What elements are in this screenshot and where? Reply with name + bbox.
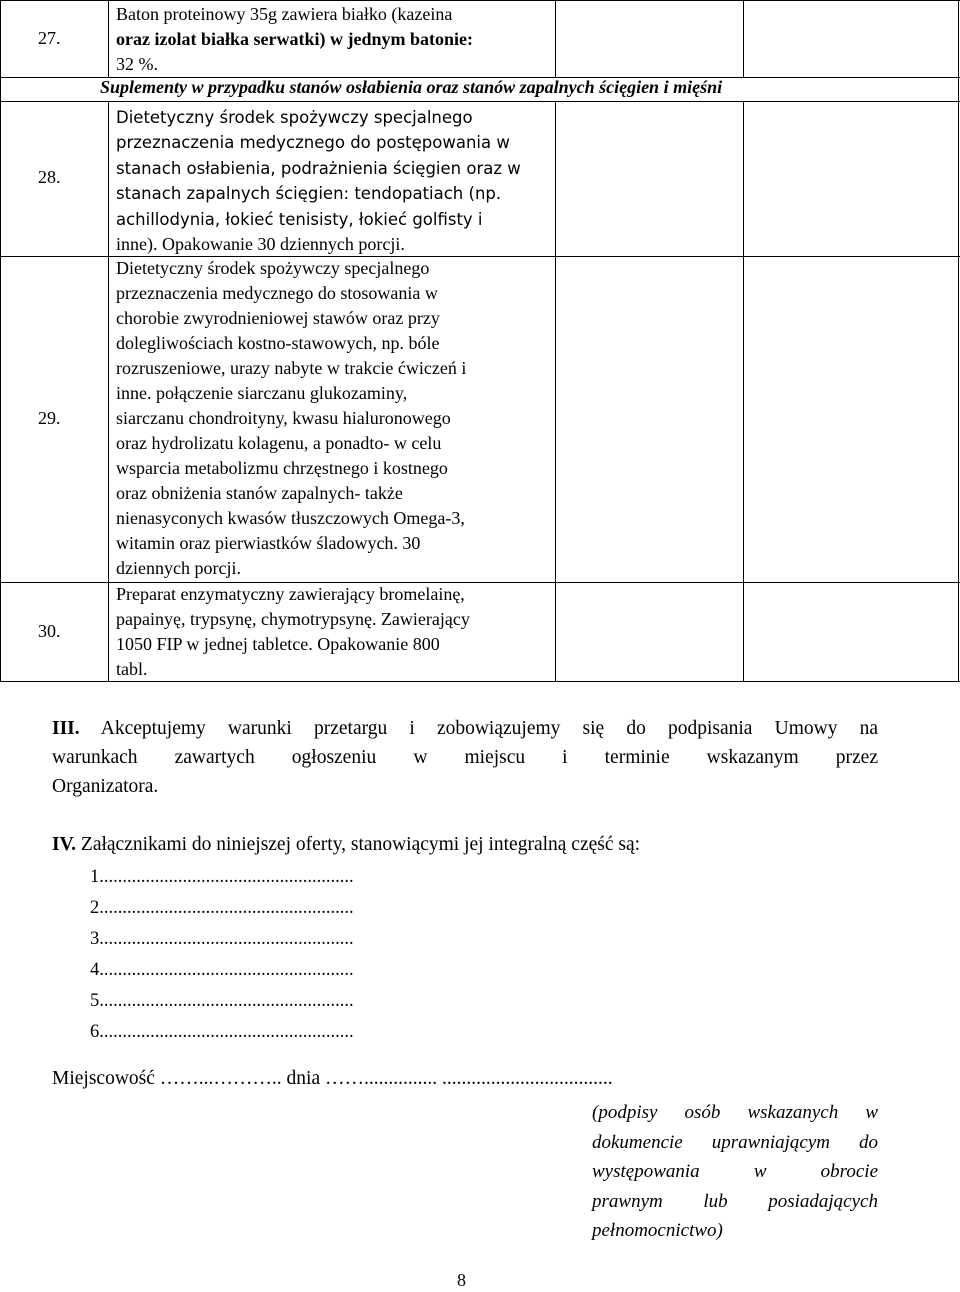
col-divider-desc xyxy=(555,101,556,682)
description-line: Dietetyczny środek spożywczy specjalnego xyxy=(116,258,430,278)
section-header: Suplementy w przypadku stanów osłabienia oraz stanów zapalnych ścięgien i mięśni xyxy=(100,77,723,97)
clause-line: warunkach zawartych ogłoszeniu w miejscu i terminie wskazanym przez xyxy=(52,747,878,768)
attachment-item: 6....................................................... xyxy=(90,1022,354,1042)
description-line: stanach osłabienia, podrażnienia ścięgien oraz w xyxy=(116,158,521,178)
col-divider-price xyxy=(743,101,744,682)
description-line: przeznaczenia medycznego do stosowania w xyxy=(116,283,438,303)
attachment-item: 4....................................................... xyxy=(90,960,354,980)
description-line: stanach zapalnych ścięgien: tendopatiach (np. xyxy=(116,184,502,204)
row-description xyxy=(116,2,548,77)
description-line: nienasyconych kwasów tłuszczowych Omega-3, xyxy=(116,508,465,528)
attachments-clause xyxy=(52,830,878,859)
col-divider-desc xyxy=(555,0,556,78)
description-line: 1050 FIP w jednej tabletce. Opakowanie 800 xyxy=(116,634,440,654)
acceptance-clause xyxy=(52,714,878,801)
clause-line: Organizatora. xyxy=(52,776,159,797)
signature-note-line: prawnym lub posiadających xyxy=(592,1190,878,1212)
col-divider-num xyxy=(108,101,109,682)
description-line: witamin oraz pierwiastków śladowych. 30 xyxy=(116,533,421,553)
attachment-item: 1....................................................... xyxy=(90,867,354,887)
description-line: wsparcia metabolizmu chrzęstnego i kostnego xyxy=(116,458,448,478)
description-line: papainyę, trypsynę, chymotrypsynę. Zawierający xyxy=(116,609,470,629)
description-line: chorobie zwyrodnieniowej stawów oraz przy xyxy=(116,308,440,328)
description-line: Dietetyczny środek spożywczy specjalnego xyxy=(116,108,473,127)
section-label: IV. xyxy=(52,834,77,855)
description-line: Preparat enzymatyczny zawierający bromelainę, xyxy=(116,584,465,604)
signature-note-line: dokumencie uprawniającym do xyxy=(592,1131,878,1153)
description-line: inne. połączenie siarczanu glukozaminy, xyxy=(116,383,408,403)
description-line: dolegliwościach kostno-stawowych, np. bóle xyxy=(116,333,440,353)
col-divider-num xyxy=(108,0,109,78)
signature-note-line: występowania w obrocie xyxy=(592,1161,878,1183)
place-date-line: Miejscowość ……...……….. dnia ……............... ................................... xyxy=(52,1068,613,1089)
attachment-item: 3....................................................... xyxy=(90,929,354,949)
description-line: oraz izolat białka serwatki) w jednym batonie: xyxy=(116,29,473,49)
description-line: 32 %. xyxy=(116,54,158,74)
row-description xyxy=(116,105,548,257)
description-line: oraz obniżenia stanów zapalnych- także xyxy=(116,483,403,503)
description-line: achillodynia, łokieć tenisisty, łokieć golfisty i xyxy=(116,209,483,229)
attachment-item: 2....................................................... xyxy=(90,898,354,918)
description-line: rozruszeniowe, urazy nabyte w trakcie ćwiczeń i xyxy=(116,358,467,378)
description-line: inne). Opakowanie 30 dziennych porcji. xyxy=(116,234,405,255)
description-line: siarczanu chondroityny, kwasu hialuronowego xyxy=(116,408,451,428)
page-number: 8 xyxy=(457,1270,466,1290)
description-line: Baton proteinowy 35g zawiera białko (kazeina xyxy=(116,4,453,24)
clause-line xyxy=(52,830,878,859)
table-border-right xyxy=(958,0,959,682)
section-label: III. xyxy=(52,718,80,739)
signature-note-line: (podpisy osób wskazanych w xyxy=(592,1102,878,1123)
description-line: tabl. xyxy=(116,659,148,679)
row-description xyxy=(116,582,548,682)
description-line: przeznaczenia medycznego do postępowania w xyxy=(116,133,510,153)
table-border-left xyxy=(0,0,1,682)
description-line: dziennych porcji. xyxy=(116,558,241,578)
header-divider xyxy=(0,101,960,102)
row-number: 27. xyxy=(38,28,61,48)
col-divider-price xyxy=(743,0,744,78)
clause-text: Załącznikami do niniejszej oferty, stanowiącymi jej integralną część są: xyxy=(80,834,641,855)
signature-note xyxy=(592,1098,878,1246)
row-number: 30. xyxy=(38,621,61,641)
row-number: 29. xyxy=(38,408,61,428)
attachment-item: 5....................................................... xyxy=(90,991,354,1011)
description-line: oraz hydrolizatu kolagenu, a ponadto- w celu xyxy=(116,433,442,453)
signature-note-line: pełnomocnictwo) xyxy=(592,1220,723,1242)
row-number: 28. xyxy=(38,167,61,187)
clause-line xyxy=(52,714,878,743)
table-border-top xyxy=(0,0,960,1)
row-description xyxy=(116,256,548,581)
attachments-list xyxy=(90,862,354,1048)
clause-text: Akceptujemy warunki przetargu i zobowiązujemy się do podpisania Umowy na xyxy=(100,718,878,739)
